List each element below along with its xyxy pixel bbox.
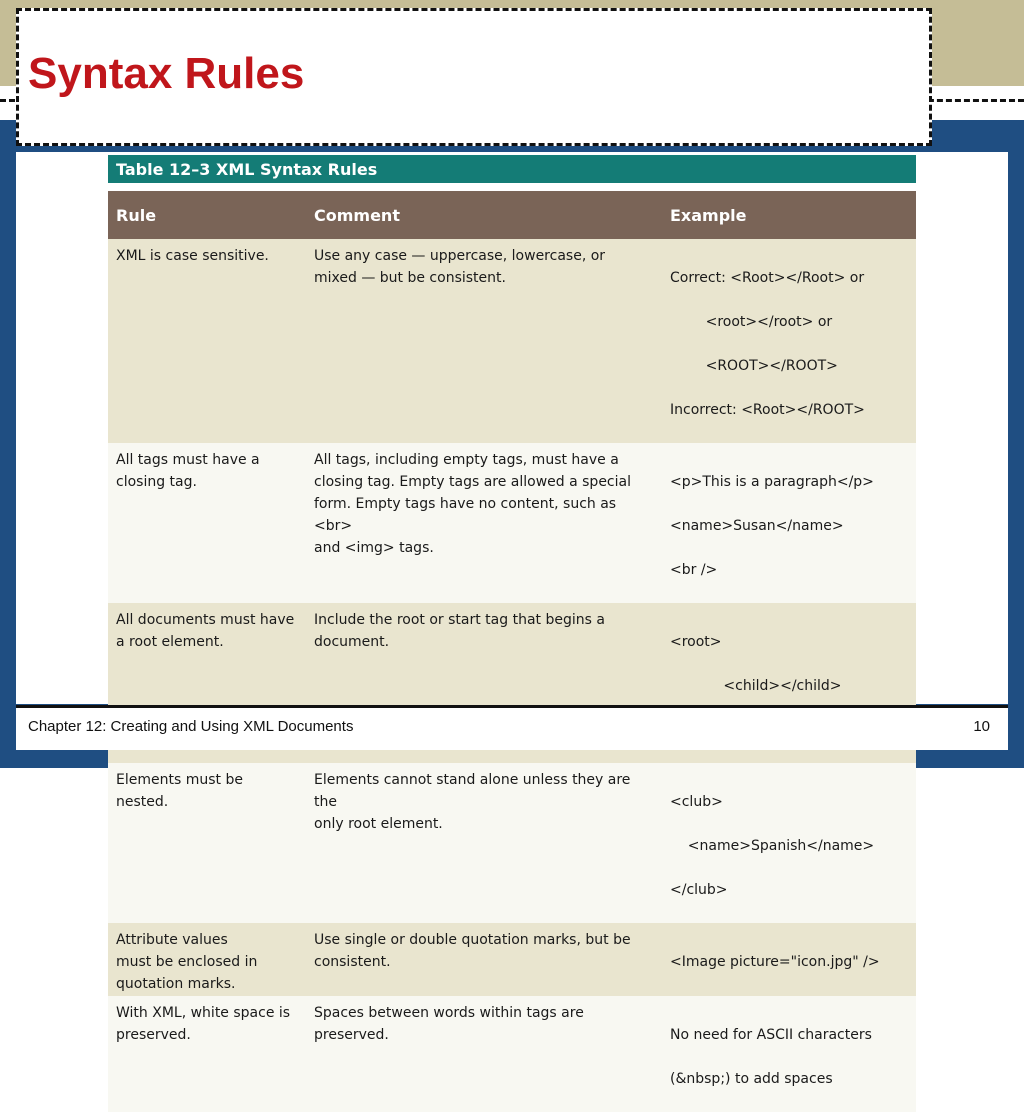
rule-cell: With XML, white space is preserved. <box>108 996 306 1112</box>
table-row <box>108 996 916 1112</box>
header-rule: Rule <box>108 191 306 239</box>
example-line: <root></root> or <box>670 314 833 330</box>
example-line: <name>Susan</name> <box>670 518 844 534</box>
page-number: 10 <box>973 718 990 735</box>
example-cell <box>662 239 916 443</box>
example-line: <ROOT></ROOT> <box>670 358 838 374</box>
table-row <box>108 443 916 603</box>
comment-cell: Include the root or start tag that begins a document. <box>306 603 662 763</box>
example-cell <box>662 996 916 1112</box>
example-line: <root> <box>670 634 722 650</box>
table-row <box>108 763 916 923</box>
comment-cell: Use single or double quotation marks, but be consistent. <box>306 923 662 996</box>
rule-cell: Elements must be nested. <box>108 763 306 923</box>
comment-cell: Use any case — uppercase, lowercase, or mixed — but be consistent. <box>306 239 662 443</box>
example-line: (&nbsp;) to add spaces <box>670 1071 833 1087</box>
example-cell <box>662 443 916 603</box>
header-example: Example <box>662 191 916 239</box>
example-line: <child></child> <box>670 678 842 694</box>
example-line: <club> <box>670 794 723 810</box>
slide-footer <box>16 708 1008 750</box>
footer-chapter-title: Chapter 12: Creating and Using XML Documents <box>28 718 354 735</box>
comment-cell: All tags, including empty tags, must have a closing tag. Empty tags are allowed a special form. Empty tags have no content, such as <br> and <img> tags. <box>306 443 662 603</box>
example-line: <br /> <box>670 562 718 578</box>
comment-cell: Spaces between words within tags are preserved. <box>306 996 662 1112</box>
table-row <box>108 923 916 996</box>
slide-title: Syntax Rules <box>28 49 305 98</box>
table-header-row <box>108 191 916 239</box>
table-row <box>108 239 916 443</box>
example-line: Incorrect: <Root></ROOT> <box>670 402 865 418</box>
example-line: <name>Spanish</name> <box>670 838 875 854</box>
rule-cell: Attribute values must be enclosed in quotation marks. <box>108 923 306 996</box>
syntax-rules-table <box>108 155 916 1112</box>
comment-cell: Elements cannot stand alone unless they are the only root element. <box>306 763 662 923</box>
example-line: Correct: <Root></Root> or <box>670 270 865 286</box>
example-line: <Image picture="icon.jpg" /> <box>670 954 880 970</box>
rule-cell: All tags must have a closing tag. <box>108 443 306 603</box>
table-caption: Table 12–3 XML Syntax Rules <box>108 155 916 183</box>
example-cell <box>662 923 916 996</box>
example-line: No need for ASCII characters <box>670 1027 872 1043</box>
rule-cell: All documents must have a root element. <box>108 603 306 763</box>
rule-cell: XML is case sensitive. <box>108 239 306 443</box>
example-line: <p>This is a paragraph</p> <box>670 474 874 490</box>
header-comment: Comment <box>306 191 662 239</box>
rules-table <box>108 191 916 1112</box>
example-line: </club> <box>670 882 728 898</box>
example-cell <box>662 763 916 923</box>
